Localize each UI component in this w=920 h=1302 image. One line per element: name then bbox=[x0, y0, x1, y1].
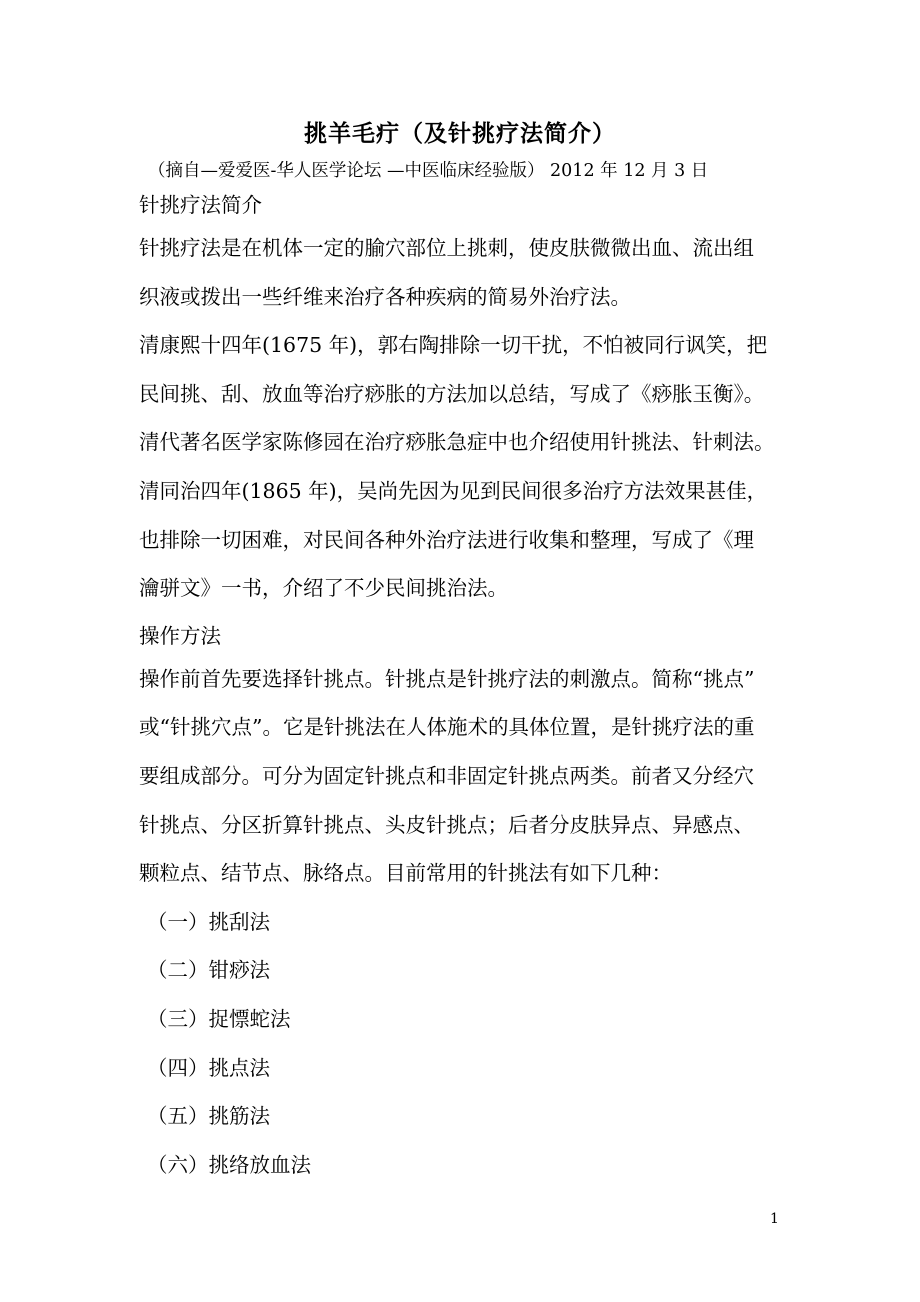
text-line: 操作前首先要选择针挑点。针挑点是针挑疗法的刺激点。简称“挑点” bbox=[139, 666, 755, 691]
method-item: （五）挑筋法 bbox=[147, 1104, 270, 1129]
text-line: 民间挑、刮、放血等治疗痧胀的方法加以总结，写成了《痧胀玉衡》。 bbox=[139, 381, 765, 406]
method-item: （三）捉慓蛇法 bbox=[147, 1006, 291, 1031]
method-item: （四）挑点法 bbox=[147, 1055, 270, 1080]
text-line: 清康熙十四年(1675 年)，郭右陶排除一切干扰，不怕被同行讽笑，把 bbox=[139, 333, 768, 358]
method-item: （二）钳痧法 bbox=[147, 958, 270, 983]
text-line: 织液或拨出一些纤维来治疗各种疾病的简易外治疗法。 bbox=[139, 284, 631, 309]
method-item: （六）挑络放血法 bbox=[147, 1152, 311, 1177]
text-line: 清代著名医学家陈修园在治疗痧胀急症中也介绍使用针挑法、针刺法。 bbox=[139, 430, 775, 455]
document-subtitle: （摘自—爱爱医-华人医学论坛 —中医临床经验版） 2012 年 12 月 3 日 bbox=[148, 161, 709, 181]
text-line: 要组成部分。可分为固定针挑点和非固定针挑点两类。前者又分经穴 bbox=[139, 763, 754, 788]
document-title: 挑羊毛疔（及针挑疗法简介） bbox=[304, 120, 616, 147]
document-body bbox=[139, 190, 794, 1197]
text-line: 针挑点、分区折算针挑点、头皮针挑点；后者分皮肤异点、异感点、 bbox=[139, 812, 754, 837]
text-line: 瀹骈文》一书，介绍了不少民间挑治法。 bbox=[139, 576, 508, 601]
section-heading-intro: 针挑疗法简介 bbox=[139, 193, 262, 217]
text-line: 针挑疗法是在机体一定的腧穴部位上挑刺，使皮肤微微出血、流出组 bbox=[139, 236, 754, 260]
text-line: 或“针挑穴点”。它是针挑法在人体施术的具体位置，是针挑疗法的重 bbox=[139, 715, 755, 740]
page-number: 1 bbox=[770, 1211, 779, 1227]
section-heading-method: 操作方法 bbox=[139, 623, 221, 648]
text-line: 颗粒点、结节点、脉络点。目前常用的针挑法有如下几种： bbox=[139, 861, 672, 886]
text-line: 也排除一切困难，对民间各种外治疗法进行收集和整理，写成了《理 bbox=[139, 527, 754, 552]
method-item: （一）挑刮法 bbox=[147, 909, 270, 934]
text-line: 清同治四年(1865 年)，吴尚先因为见到民间很多治疗方法效果甚佳， bbox=[139, 478, 768, 503]
